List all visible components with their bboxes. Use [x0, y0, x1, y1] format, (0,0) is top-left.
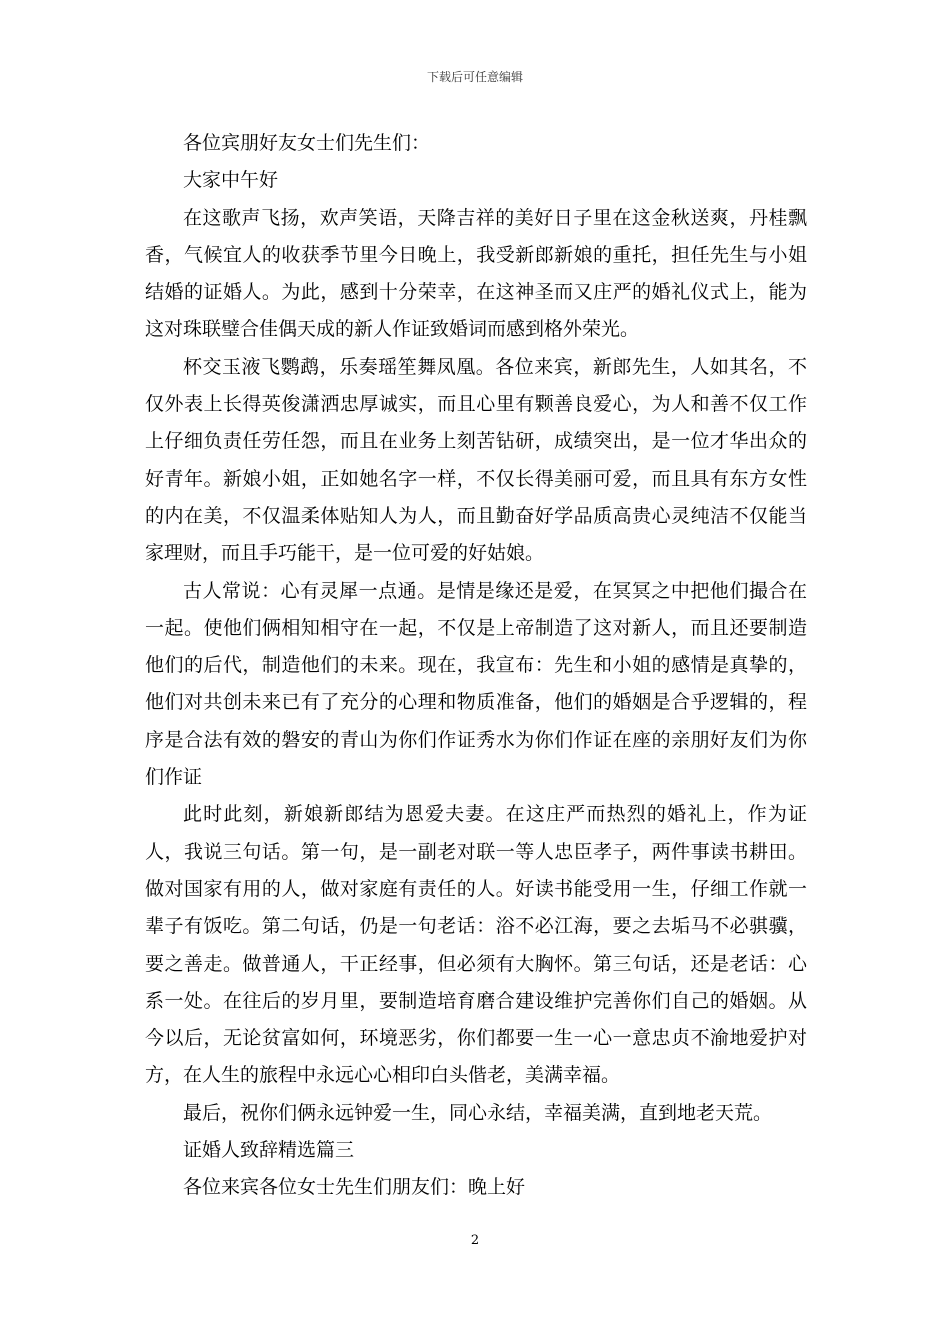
salutation: 各位宾朋好友女士们先生们： — [183, 132, 431, 154]
paragraph-opening: 在这歌声飞扬，欢声笑语，天降吉祥的美好日子里在这金秋送爽，丹桂飘香，气候宜人的收获季节里今日晚上，我受新郎新娘的重托，担任先生与小姐结婚的证婚人。为此，感到十分荣幸，在这神圣而又庄严的婚礼仪式上，能为这对珠联璧合佳偶天成的新人作证致婚词而感到格外荣光。 — [145, 206, 807, 341]
paragraph-couple-praise: 杯交玉液飞鹦鹉，乐奏瑶笙舞凤凰。各位来宾，新郎先生，人如其名，不仅外表上长得英俊潇洒忠厚诚实，而且心里有颗善良爱心，为人和善不仅工作上仔细负责任劳任怨，而且在业务上刻苦钻研，成绩突出，是一位才华出众的好青年。新娘小姐，正如她名字一样，不仅长得美丽可爱，而且具有东方女性的内在美，不仅温柔体贴知人为人，而且勤奋好学品质高贵心灵纯洁不仅能当家理财，而且手巧能干，是一位可爱的好姑娘。 — [145, 355, 807, 565]
section-title: 证婚人致辞精选篇三 — [183, 1139, 355, 1162]
page-header: 下载后可任意编辑 — [426, 70, 523, 84]
next-salutation: 各位来宾各位女士先生们朋友们：晚上好 — [183, 1176, 526, 1199]
paragraph-declaration: 古人常说：心有灵犀一点通。是情是缘还是爱，在冥冥之中把他们撮合在一起。使他们俩相知相守在一起，不仅是上帝制造了这对新人，而且还要制造他们的后代，制造他们的未来。现在，我宣布：先生和小姐的感情是真挚的，他们对共创未来已有了充分的心理和物质准备，他们的婚姻是合乎逻辑的，程序是合法有效的磐安的青山为你们作证秀水为你们作证在座的亲朋好友们为你们作证 — [145, 579, 807, 789]
document-body — [145, 125, 807, 1207]
greeting: 大家中午好 — [183, 169, 279, 192]
page-number: 2 — [470, 1233, 480, 1248]
paragraph-closing-wish: 最后，祝你们俩永远钟爱一生，同心永结，幸福美满，直到地老天荒。 — [183, 1101, 773, 1124]
paragraph-three-sayings: 此时此刻，新娘新郎结为恩爱夫妻。在这庄严而热烈的婚礼上，作为证人，我说三句话。第一句，是一副老对联一等人忠臣孝子，两件事读书耕田。做对国家有用的人，做对家庭有责任的人。好读书能受用一生，仔细工作就一辈子有饭吃。第二句话，仍是一句老话：浴不必江海，要之去垢马不必骐骥，要之善走。做普通人，干正经事，但必须有大胸怀。第三句话，还是老话：心系一处。在往后的岁月里，要制造培育磨合建设维护完善你们自己的婚姻。从今以后，无论贫富如何，环境恶劣，你们都要一生一心一意忠贞不渝地爱护对方，在人生的旅程中永远心心相印白头偕老，美满幸福。 — [145, 803, 807, 1087]
